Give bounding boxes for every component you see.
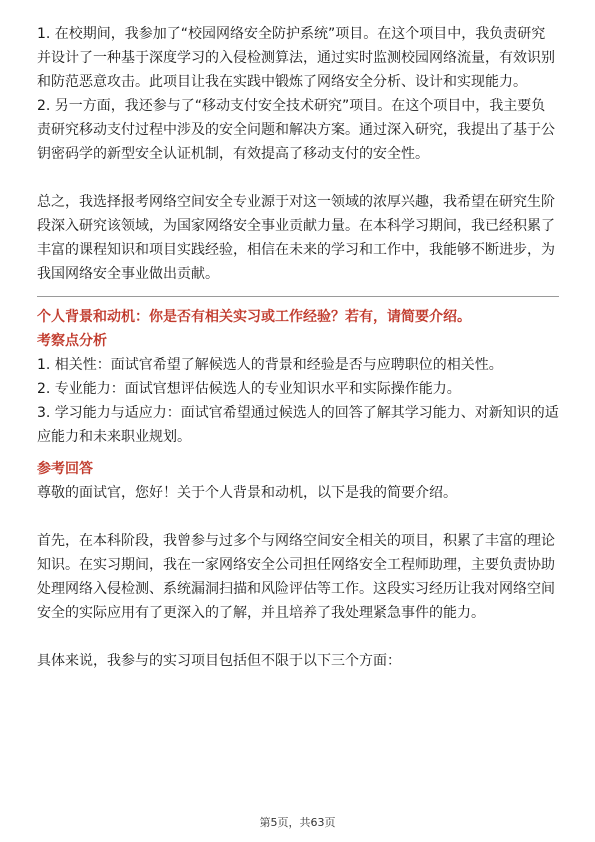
summary-paragraph: 总之，我选择报考网络空间安全专业源于对这一领域的浓厚兴趣，我希望在研究生阶段深入研究该领域，为国家网络安全事业贡献力量。在本科学习期间，我已经积累了丰富的课程知识和项目实践经验，相信在未来的学习和工作中，我能够不断进步，为我国网络安全事业做出贡献。 bbox=[37, 194, 555, 282]
project-item-2: 2. 另一方面，我还参与了“移动支付安全技术研究”项目。在这个项目中，我主要负责研究移动支付过程中涉及的安全问题和解决方案。通过深入研究，我提出了基于公钥密码学的新型安全认证机制，有效提高了移动支付的安全性。 bbox=[37, 98, 555, 162]
analysis-heading: 考察点分析 bbox=[37, 333, 107, 349]
spacer bbox=[37, 166, 559, 190]
answer-heading: 参考回答 bbox=[37, 461, 93, 477]
analysis-point-1: 1. 相关性：面试官希望了解候选人的背景和经验是否与应聘职位的相关性。 bbox=[37, 357, 503, 373]
analysis-point-3: 3. 学习能力与适应力：面试官希望通过候选人的回答了解其学习能力、对新知识的适应能力和未来职业规划。 bbox=[37, 405, 559, 445]
section-divider bbox=[37, 296, 559, 297]
page-number: 第5页，共63页 bbox=[259, 816, 336, 829]
page-content bbox=[37, 22, 559, 673]
interview-question: 个人背景和动机：你是否有相关实习或工作经验？若有，请简要介绍。 bbox=[37, 309, 471, 325]
spacer bbox=[37, 449, 559, 457]
answer-paragraph-1: 首先，在本科阶段，我曾参与过多个与网络空间安全相关的项目，积累了丰富的理论知识。在实习期间，我在一家网络安全公司担任网络安全工程师助理，主要负责协助处理网络入侵检测、系统漏洞扫描和风险评估等工作。这段实习经历让我对网络空间安全的实际应用有了更深入的了解，并且培养了我处理紧急事件的能力。 bbox=[37, 533, 555, 621]
spacer bbox=[37, 625, 559, 649]
answer-greeting: 尊敬的面试官，您好！关于个人背景和动机，以下是我的简要介绍。 bbox=[37, 485, 457, 501]
spacer bbox=[37, 505, 559, 529]
project-item-1: 1. 在校期间，我参加了“校园网络安全防护系统”项目。在这个项目中，我负责研究并设计了一种基于深度学习的入侵检测算法，通过实时监测校园网络流量，有效识别和防范恶意攻击。此项目让我在实践中锻炼了网络安全分析、设计和实现能力。 bbox=[37, 26, 555, 90]
analysis-point-2: 2. 专业能力：面试官想评估候选人的专业知识水平和实际操作能力。 bbox=[37, 381, 461, 397]
answer-paragraph-2: 具体来说，我参与的实习项目包括但不限于以下三个方面： bbox=[37, 653, 401, 669]
